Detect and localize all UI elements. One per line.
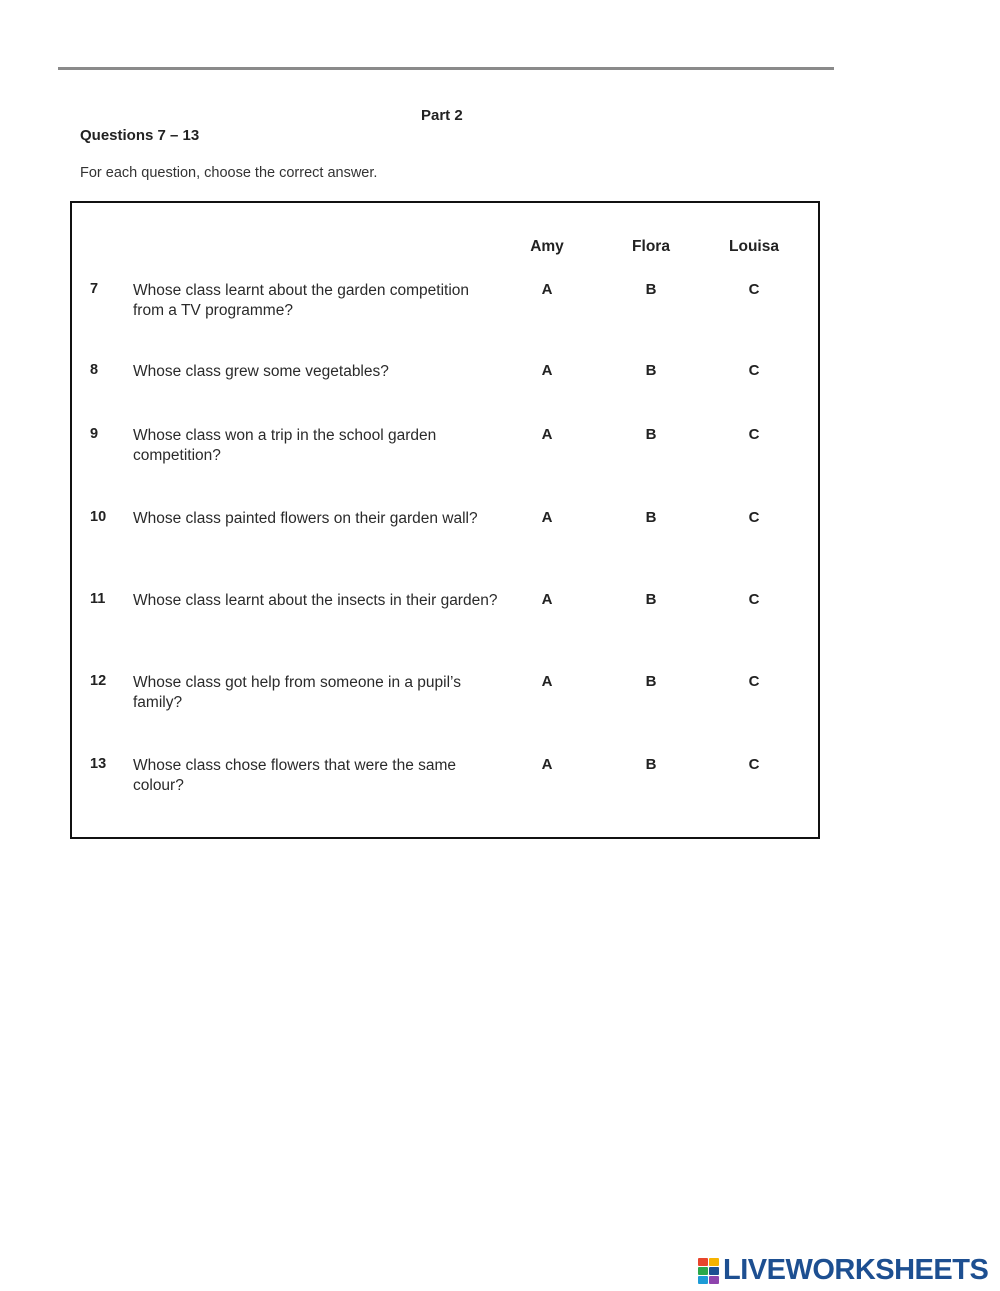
question-row-8 — [0, 362, 1000, 422]
question-row-12 — [0, 673, 1000, 733]
question-number: 8 — [90, 362, 99, 378]
top-divider — [58, 67, 834, 70]
question-row-10 — [0, 509, 1000, 569]
answer-option-c[interactable]: C — [748, 673, 760, 690]
question-text: Whose class chose flowers that were the same colour? — [133, 757, 457, 794]
answer-option-b[interactable]: B — [645, 673, 657, 690]
answer-option-b[interactable]: B — [645, 281, 657, 298]
answer-option-b[interactable]: B — [645, 362, 657, 379]
answer-option-a[interactable]: A — [541, 591, 553, 608]
answer-option-a[interactable]: A — [541, 509, 553, 526]
part-title: Part 2 — [421, 107, 463, 124]
answer-option-c[interactable]: C — [748, 756, 760, 773]
liveworksheets-logo-icon — [698, 1257, 720, 1283]
column-header-flora: Flora — [632, 238, 670, 255]
column-header-amy: Amy — [530, 238, 564, 255]
answer-option-a[interactable]: A — [541, 362, 553, 379]
answer-option-a[interactable]: A — [541, 673, 553, 690]
answer-option-b[interactable]: B — [645, 756, 657, 773]
liveworksheets-logo[interactable] — [698, 1255, 988, 1285]
answer-option-b[interactable]: B — [645, 509, 657, 526]
question-text: Whose class learnt about the garden competition from a TV programme? — [133, 282, 470, 319]
question-number: 13 — [90, 756, 107, 772]
question-number: 9 — [90, 426, 99, 442]
answer-option-a[interactable]: A — [541, 756, 553, 773]
column-header-louisa: Louisa — [729, 238, 779, 255]
question-text: Whose class got help from someone in a pupil’s family? — [133, 674, 461, 711]
answer-option-c[interactable]: C — [748, 509, 760, 526]
answer-option-b[interactable]: B — [645, 426, 657, 443]
question-number: 12 — [90, 673, 107, 689]
answer-option-c[interactable]: C — [748, 281, 760, 298]
question-row-13 — [0, 756, 1000, 816]
answer-option-a[interactable]: A — [541, 426, 553, 443]
question-text: Whose class learnt about the insects in their garden? — [133, 592, 498, 609]
answer-option-c[interactable]: C — [748, 591, 760, 608]
question-text: Whose class won a trip in the school garden competition? — [133, 427, 437, 464]
question-number: 10 — [90, 509, 107, 525]
question-row-7 — [0, 281, 1000, 341]
answer-option-a[interactable]: A — [541, 281, 553, 298]
answer-option-b[interactable]: B — [645, 591, 657, 608]
answer-option-c[interactable]: C — [748, 362, 760, 379]
question-row-11 — [0, 591, 1000, 651]
instruction-text: For each question, choose the correct answer. — [80, 165, 378, 181]
question-text: Whose class grew some vegetables? — [133, 363, 389, 380]
question-text: Whose class painted flowers on their garden wall? — [133, 510, 478, 527]
question-row-9 — [0, 426, 1000, 486]
logo-text: LIVEWORKSHEETS — [723, 1253, 989, 1286]
answer-option-c[interactable]: C — [748, 426, 760, 443]
questions-heading: Questions 7 – 13 — [80, 127, 200, 144]
question-number: 11 — [90, 591, 106, 607]
question-number: 7 — [90, 281, 99, 297]
